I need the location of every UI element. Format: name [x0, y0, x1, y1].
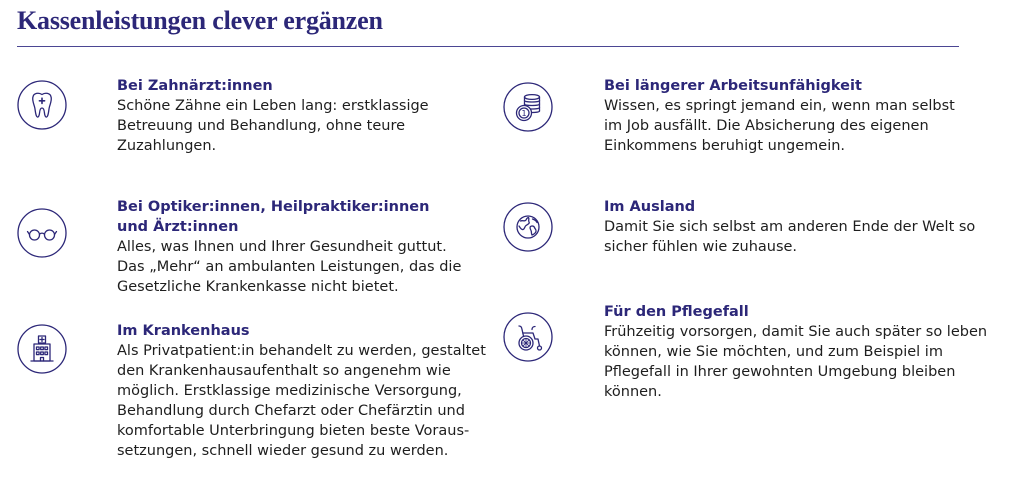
- item-title-line: Bei Optiker:innen, Heilpraktiker:innen: [117, 199, 430, 215]
- item-zahnaerzte: [117, 76, 429, 156]
- title-divider: [17, 46, 959, 47]
- item-krankenhaus: [117, 321, 486, 461]
- item-text-line: Frühzeitig vorsorgen, damit Sie auch später so leben: [604, 324, 988, 340]
- item-title: Für den Pflegefall: [604, 304, 749, 320]
- tooth-icon: [17, 80, 67, 130]
- item-title-line: und Ärzt:innen: [117, 219, 239, 235]
- item-text-line: Als Privatpatient:in behandelt zu werden, gestaltet: [117, 343, 486, 359]
- item-title: Im Ausland: [604, 199, 696, 215]
- item-text-line: im Job ausfällt. Die Absicherung des eigenen: [604, 118, 929, 134]
- globe-icon: [503, 202, 553, 252]
- item-text-line: den Krankenhausaufenthalt so angenehm wie: [117, 363, 451, 379]
- item-text-line: setzungen, schnell wieder gesund zu werden.: [117, 443, 449, 459]
- item-text-line: Behandlung durch Chefarzt oder Chefärztin und: [117, 403, 465, 419]
- item-text-line: Alles, was Ihnen und Ihrer Gesundheit guttut.: [117, 239, 447, 255]
- coins-icon: [503, 82, 553, 132]
- item-pflegefall: [604, 302, 987, 402]
- item-text-line: Wissen, es springt jemand ein, wenn man selbst: [604, 98, 955, 114]
- item-text-line: Pflegefall in Ihrer gewohnten Umgebung bleiben: [604, 364, 956, 380]
- item-title: Im Krankenhaus: [117, 323, 250, 339]
- item-text-line: können, wie Sie möchten, und zum Beispiel im: [604, 344, 943, 360]
- item-text-line: möglich. Erstklassige medizinische Versorgung,: [117, 383, 462, 399]
- item-arbeitsunfaehigkeit: [604, 76, 955, 156]
- glasses-icon: [17, 208, 67, 258]
- item-text-line: sicher fühlen wie zuhause.: [604, 239, 798, 255]
- item-text-line: Zuzahlungen.: [117, 138, 217, 154]
- item-optiker: [117, 197, 461, 297]
- item-text-line: Schöne Zähne ein Leben lang: erstklassige: [117, 98, 429, 114]
- hospital-icon: [17, 324, 67, 374]
- item-text-line: Einkommens beruhigt ungemein.: [604, 138, 846, 154]
- item-text-line: Damit Sie sich selbst am anderen Ende der Welt so: [604, 219, 976, 235]
- item-text-line: können.: [604, 384, 662, 400]
- item-text-line: Betreuung und Behandlung, ohne teure: [117, 118, 406, 134]
- item-text-line: Das „Mehr“ an ambulanten Leistungen, das die: [117, 259, 462, 275]
- wheelchair-icon: [503, 312, 553, 362]
- coin-label: 1: [521, 109, 527, 119]
- item-text-line: Gesetzliche Krankenkasse nicht bietet.: [117, 279, 399, 295]
- page-title: Kassenleistungen clever ergänzen: [17, 6, 383, 35]
- item-text-line: komfortable Unterbringung bieten beste Voraus-: [117, 423, 470, 439]
- item-title: Bei längerer Arbeitsunfähigkeit: [604, 78, 862, 94]
- item-ausland: [604, 197, 975, 257]
- item-title: Bei Zahnärzt:innen: [117, 78, 273, 94]
